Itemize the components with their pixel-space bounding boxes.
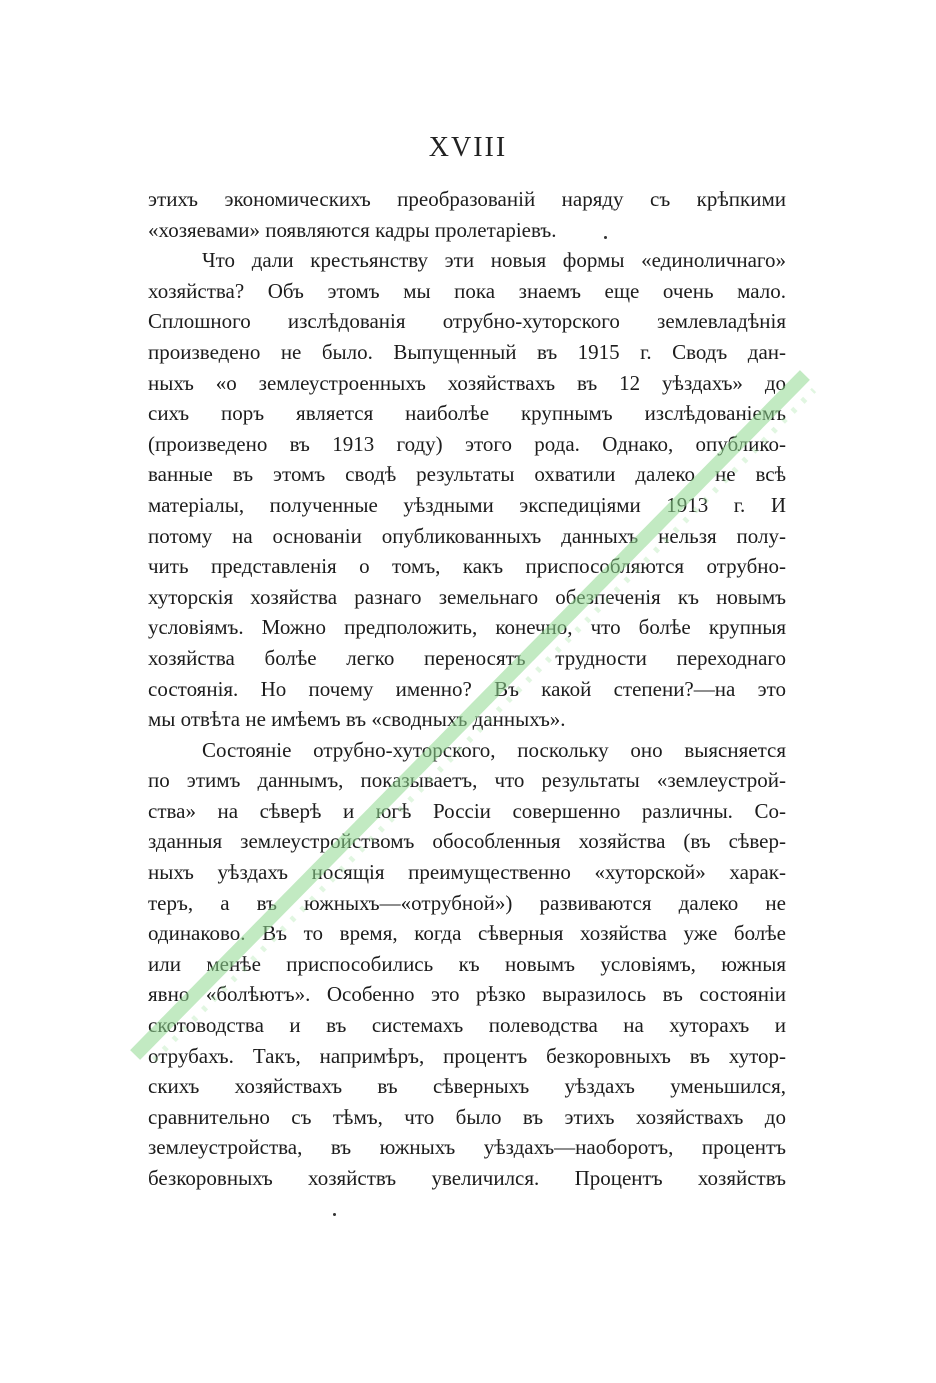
text-line: матеріалы, полученные уѣздными экспедиціями 1913 г. И bbox=[148, 492, 786, 517]
text-line: по этимъ даннымъ, показываетъ, что результаты «землеустрой- bbox=[148, 768, 786, 793]
text-line: условіямъ. Можно предположить, конечно, что болѣе крупныя bbox=[148, 615, 786, 640]
page-number: XVIII bbox=[428, 132, 508, 163]
text-line: Что дали крестьянству эти новыя формы «единоличнаго» bbox=[202, 248, 786, 273]
text-line: «хозяевами» появляются кадры пролетаріевъ. bbox=[148, 217, 557, 242]
body-text bbox=[148, 184, 786, 1194]
text-line: зданныя землеустройствомъ обособленныя хозяйства (въ сѣвер- bbox=[148, 829, 786, 854]
text-line: скотоводства и въ системахъ полеводства на хуторахъ и bbox=[148, 1013, 786, 1038]
text-line: хозяйства болѣе легко переносятъ трудности переходнаго bbox=[148, 645, 786, 670]
text-line: ныхъ уѣздахъ носящія преимущественно «хуторской» харак- bbox=[148, 860, 786, 885]
text-line: потому на основаніи опубликованныхъ данныхъ нельзя полу- bbox=[148, 523, 786, 548]
text-line: хуторскія хозяйства разнаго земельнаго обезпеченія къ новымъ bbox=[148, 584, 786, 609]
text-line: одинаково. Въ то время, когда сѣверныя хозяйства уже болѣе bbox=[148, 921, 786, 946]
text-line: чить представленія о томъ, какъ приспособляются отрубно- bbox=[148, 554, 786, 579]
text-line: (произведено въ 1913 году) этого рода. Однако, опублико- bbox=[148, 431, 786, 456]
text-line: явно «болѣютъ». Особенно это рѣзко выразилось въ состояніи bbox=[148, 982, 786, 1007]
text-line: сравнительно съ тѣмъ, что было въ этихъ хозяйствахъ до bbox=[148, 1104, 786, 1129]
text-line: скихъ хозяйствахъ въ сѣверныхъ уѣздахъ уменьшился, bbox=[148, 1074, 786, 1099]
text-line: ства» на сѣверѣ и югѣ Россіи совершенно различны. Со- bbox=[148, 798, 786, 823]
text-line: или менѣе приспособились къ новымъ условіямъ, южныя bbox=[148, 951, 786, 976]
text-line: безкоровныхъ хозяйствъ увеличился. Процентъ хозяйствъ bbox=[148, 1166, 786, 1190]
text-line: землеустройства, въ южныхъ уѣздахъ—наоборотъ, процентъ bbox=[148, 1135, 786, 1160]
text-line: ныхъ «о землеустроенныхъ хозяйствахъ въ 12 уѣздахъ» до bbox=[148, 370, 786, 395]
text-line: теръ, а въ южныхъ—«отрубной») развиваются далеко не bbox=[148, 890, 786, 915]
text-line: отрубахъ. Такъ, напримѣръ, процентъ безкоровныхъ въ хутор- bbox=[148, 1043, 786, 1068]
scan-speck bbox=[604, 236, 607, 239]
text-line: этихъ экономическихъ преобразованій наряду съ крѣпкими bbox=[148, 187, 786, 211]
text-line: Состояніе отрубно-хуторского, поскольку оно выясняется bbox=[202, 737, 786, 762]
text-line: мы отвѣта не имѣемъ въ «сводныхъ данныхъ». bbox=[148, 707, 566, 732]
text-line: состоянія. Но почему именно? Въ какой степени?—на это bbox=[148, 676, 786, 701]
text-line: хозяйства? Объ этомъ мы пока знаемъ еще очень мало. bbox=[148, 278, 786, 303]
text-line: сихъ поръ является наиболѣе крупнымъ изслѣдованіемъ bbox=[148, 401, 786, 426]
text-line: Сплошного изслѣдованія отрубно-хуторского землевладѣнія bbox=[148, 309, 786, 334]
scan-speck bbox=[333, 1213, 336, 1216]
text-line: ванные въ этомъ сводѣ результаты охватили далеко не всѣ bbox=[148, 462, 786, 487]
text-line: произведено не было. Выпущенный въ 1915 г. Сводъ дан- bbox=[148, 339, 786, 364]
